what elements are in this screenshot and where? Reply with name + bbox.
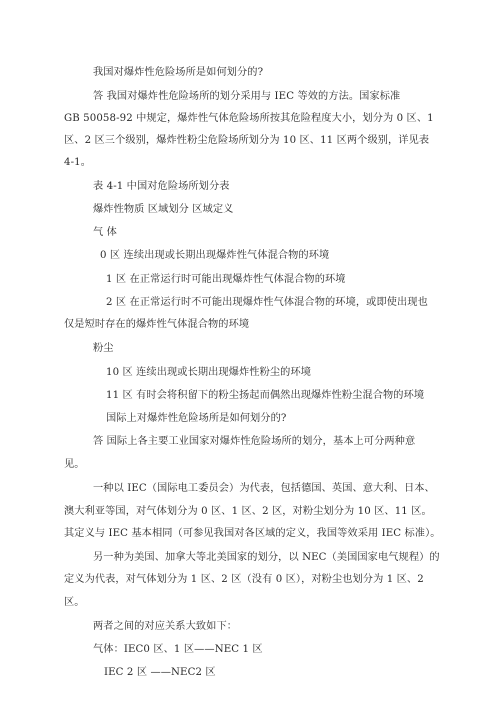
table-caption: 表 4-1 中国对危险场所划分表 xyxy=(93,181,230,192)
paragraph-iec-line-2: 澳大利亚等国，对气体划分为 0 区、1 区、2 区，对粉尘划分为 10 区、11 区。 xyxy=(64,506,432,517)
correspondence-heading: 两者之间的对应关系大致如下： xyxy=(93,621,238,632)
table-group-gas: 气 体 xyxy=(93,227,117,238)
table-row-zone-11: 11 区 有时会将积留下的粉尘扬起而偶然出现爆炸性粉尘混合物的环境 xyxy=(106,390,425,401)
paragraph-nec-line-1: 另一种为美国、加拿大等北美国家的划分，以 NEC（美国国家电气规程）的 xyxy=(93,552,440,563)
question-heading-2: 国际上对爆炸性危险场所是如何划分的? xyxy=(106,413,287,424)
table-row-zone-1: 1 区 在正常运行时可能出现爆炸性气体混合物的环境 xyxy=(106,274,346,285)
table-group-dust: 粉尘 xyxy=(93,343,114,354)
correspondence-line-2: IEC 2 区 ——NEC2 区 xyxy=(104,667,216,678)
question-heading-1: 我国对爆炸性危险场所是如何划分的? xyxy=(93,67,264,78)
paragraph-nec-line-2: 定义为代表，对气体划分为 1 区、2 区（没有 0 区），对粉尘也划分为 1 区、2 xyxy=(64,574,424,585)
answer-line-3: 区、2 区三个级别，爆炸性粉尘危险场所划分为 10 区、11 区两个级别，详见表 xyxy=(64,135,430,146)
paragraph-iec-line-3: 其定义与 IEC 基本相同（可参见我国对各区域的定义，我国等效采用 IEC 标准）。 xyxy=(64,528,441,539)
table-header: 爆炸性物质 区域划分 区域定义 xyxy=(93,204,234,215)
paragraph-nec-line-3: 区。 xyxy=(64,597,85,608)
paragraph-iec-line-1: 一种以 IEC（国际电工委员会）为代表，包括德国、英国、意大利、日本、 xyxy=(93,483,435,494)
table-row-zone-2: 2 区 在正常运行时不可能出现爆炸性气体混合物的环境，或即使出现也 xyxy=(106,297,428,308)
answer-line-2: GB 50058-92 中规定，爆炸性气体危险场所按其危险程度大小，划分为 0 区、1 xyxy=(64,113,434,124)
table-row-zone-2-cont: 仅是短时存在的爆炸性气体混合物的环境 xyxy=(64,319,250,330)
correspondence-line-1: 气体：IEC0 区、1 区——NEC 1 区 xyxy=(93,644,263,655)
answer2-line-2: 见。 xyxy=(64,459,85,470)
answer2-line-1: 答 国际上各主要工业国家对爆炸性危险场所的划分，基本上可分两种意 xyxy=(93,436,416,447)
table-row-zone-0: 0 区 连续出现或长期出现爆炸性气体混合物的环境 xyxy=(100,250,330,261)
answer-line-4: 4-1。 xyxy=(64,157,91,168)
answer-line-1: 答 我国对爆炸性危险场所的划分采用与 IEC 等效的方法。国家标准 xyxy=(93,91,401,102)
table-row-zone-10: 10 区 连续出现或长期出现爆炸性粉尘的环境 xyxy=(106,367,312,378)
